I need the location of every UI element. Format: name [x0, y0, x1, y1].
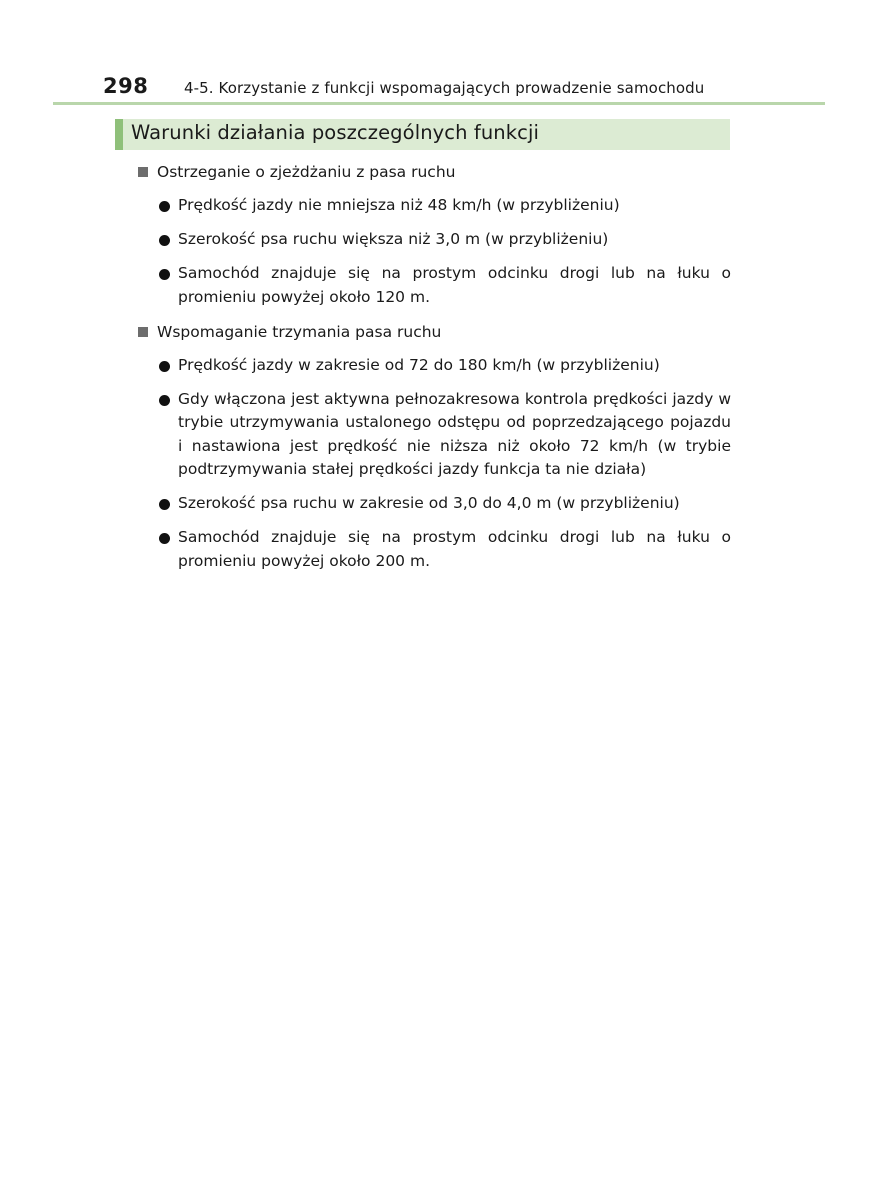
list-item-text: Szerokość psa ruchu większa niż 3,0 m (w przybliżeniu) [178, 230, 609, 248]
square-bullet-icon [138, 327, 148, 337]
condition-list [137, 194, 731, 309]
list-item [137, 262, 731, 309]
condition-list [137, 354, 731, 574]
page-number: 298 [103, 74, 149, 98]
bullet-dot-icon [159, 533, 170, 544]
section-accent-stripe [115, 119, 123, 150]
bullet-dot-icon [159, 499, 170, 510]
section-title: Warunki działania poszczególnych funkcji [131, 121, 540, 144]
bullet-dot-icon [159, 395, 170, 406]
list-item-text: Szerokość psa ruchu w zakresie od 3,0 do 4,0 m (w przybliżeniu) [178, 494, 680, 512]
subsection-heading [137, 160, 731, 184]
subsection-heading-text: Wspomaganie trzymania pasa ruchu [157, 322, 442, 341]
bullet-dot-icon [159, 269, 170, 280]
bullet-dot-icon [159, 235, 170, 246]
list-item-text: Samochód znajduje się na prostym odcinku drogi lub na łuku o promieniu powyżej około 200 m. [178, 528, 731, 570]
subsection-heading-text: Ostrzeganie o zjeżdżaniu z pasa ruchu [157, 163, 456, 181]
list-item-text: Samochód znajduje się na prostym odcinku drogi lub na łuku o promieniu powyżej około 120 m. [178, 264, 731, 306]
list-item-text: Prędkość jazdy w zakresie od 72 do 180 km/h (w przybliżeniu) [178, 355, 660, 374]
chapter-title: 4-5. Korzystanie z funkcji wspomagających prowadzenie samochodu [184, 79, 705, 97]
list-item [137, 354, 731, 378]
header-divider [53, 102, 825, 105]
list-item [137, 228, 731, 252]
section-title-bar [115, 119, 730, 150]
subsection-lane-departure-warning [137, 160, 731, 309]
content-body [137, 160, 731, 584]
page-header [103, 70, 728, 102]
subsection-heading [137, 320, 731, 344]
list-item [137, 492, 731, 516]
bullet-dot-icon [159, 201, 170, 212]
list-item [137, 526, 731, 573]
square-bullet-icon [138, 167, 148, 177]
bullet-dot-icon [159, 361, 170, 372]
list-item-text: Prędkość jazdy nie mniejsza niż 48 km/h (w przybliżeniu) [178, 196, 620, 214]
subsection-lane-keeping-assist [137, 320, 731, 574]
list-item-text: Gdy włączona jest aktywna pełnozakresowa kontrola prędkości jazdy w trybie utrzymywania ustalonego odstępu od poprzedzającego pojazdu i nastawiona jest prędkość nie niższa niż około 72 km/h (w trybie podtrzymywania stałej prędkości jazdy funkcja ta nie działa) [178, 389, 731, 478]
list-item [137, 388, 731, 482]
list-item [137, 194, 731, 218]
